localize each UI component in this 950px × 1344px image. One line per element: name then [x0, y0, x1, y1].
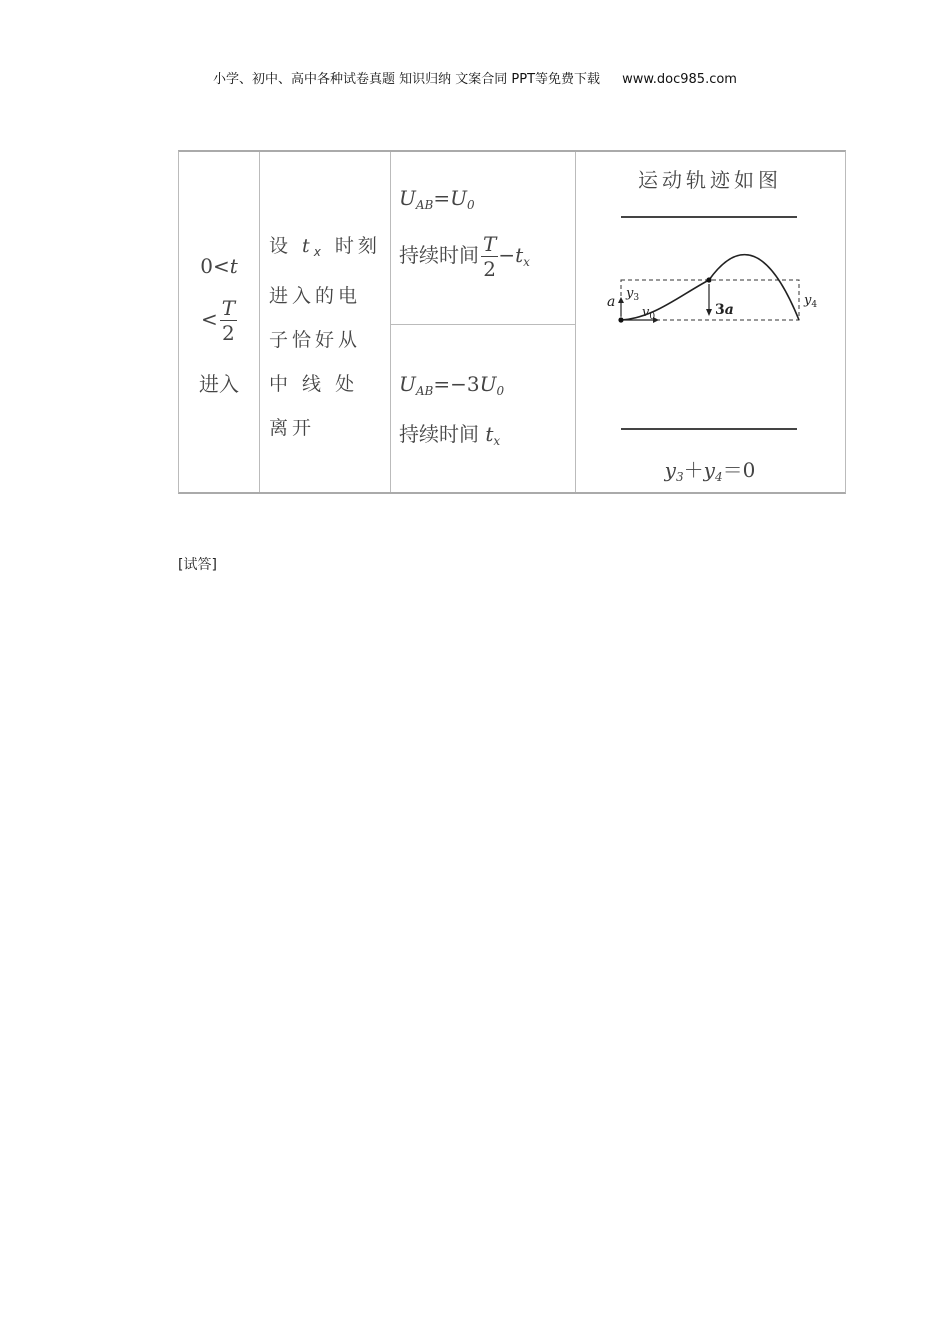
phase2-cell — [391, 324, 575, 494]
description-cell — [269, 224, 389, 450]
page-header — [0, 68, 950, 87]
condition-line2 — [179, 298, 259, 343]
phase1-fraction: $\frac{T}{2}$ — [483, 232, 497, 281]
phase2-voltage: $U_{AB}=-3U_0$ — [399, 372, 505, 398]
phase1-cell — [391, 152, 575, 324]
condition-line3: 进入 — [199, 372, 239, 396]
column-divider — [259, 152, 260, 492]
answer-blank-line — [621, 216, 797, 218]
start-point — [618, 317, 623, 322]
a-arrowhead — [618, 297, 624, 303]
trajectory-result: $y_3+y_4=0$ — [664, 458, 756, 484]
header-text: 小学、初中、高中各种试卷真题 知识归纳 文案合同 PPT等免费下载 — [213, 72, 601, 87]
label-y4: $y_4$ — [804, 293, 818, 310]
column-divider — [575, 152, 576, 492]
phase2-duration: 持续时间 $t_x$ — [399, 422, 501, 448]
frac-den: 2 — [222, 321, 235, 345]
description-line: 离开 — [269, 417, 316, 439]
condition-line1: 0<t — [200, 254, 238, 278]
try-answer-label: [试答] — [178, 557, 217, 573]
description-line: 设 $t_x$ 时刻 — [269, 235, 381, 259]
frac-num: T — [221, 296, 236, 320]
label-a: a — [607, 294, 616, 310]
trajectory-title: 运动轨迹如图 — [638, 168, 782, 192]
trajectory-diagram — [607, 252, 818, 332]
3a-arrowhead — [706, 309, 712, 316]
answer-blank-line — [621, 428, 797, 430]
condition-lt: < — [200, 307, 218, 331]
label-v0: $v_0$ — [642, 305, 656, 322]
entry-condition-cell — [179, 152, 259, 492]
header-site: www.doc985.com — [622, 72, 737, 87]
description-line: 中 线 处 — [269, 373, 359, 395]
label-y3: $y_3$ — [626, 286, 640, 303]
description-line: 进入的电 — [269, 285, 362, 307]
label-3a: 3a — [715, 302, 734, 318]
phase1-voltage: $U_{AB}=U_0$ — [399, 186, 475, 212]
turn-point — [706, 277, 711, 282]
phase1-duration: 持续时间 $\frac{T}{2}$ $-t_x$ — [399, 232, 530, 281]
condition-fraction — [220, 298, 237, 343]
analysis-table — [178, 150, 846, 494]
description-line: 子恰好从 — [269, 329, 362, 351]
